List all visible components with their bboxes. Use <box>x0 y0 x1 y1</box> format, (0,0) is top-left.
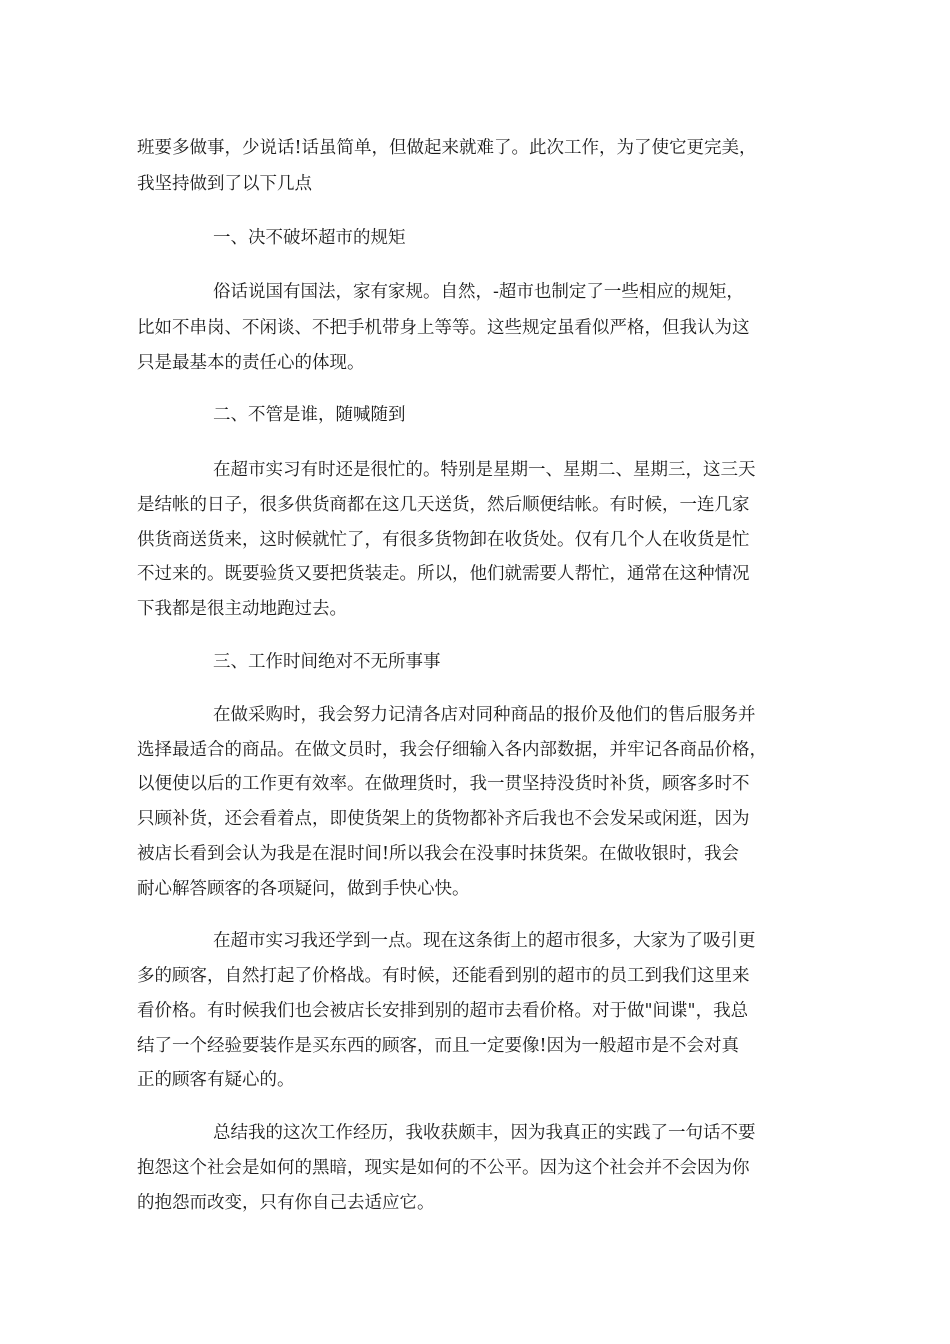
paragraph-2-line-2: 比如不串岗、不闲谈、不把手机带身上等等。这些规定虽看似严格，但我认为这 <box>137 318 750 338</box>
heading-1: 一、决不破坏超市的规矩 <box>213 228 406 248</box>
paragraph-5-line-2: 多的顾客，自然打起了价格战。有时候，还能看到别的超市的员工到我们这里来 <box>137 966 750 986</box>
paragraph-2-line-3: 只是最基本的责任心的体现。 <box>137 353 365 373</box>
heading-2: 二、不管是谁，随喊随到 <box>213 405 406 425</box>
paragraph-3-line-4: 不过来的。既要验货又要把货装走。所以，他们就需要人帮忙，通常在这种情况 <box>137 564 750 584</box>
paragraph-6-line-2: 抱怨这个社会是如何的黑暗，现实是如何的不公平。因为这个社会并不会因为你 <box>137 1158 750 1178</box>
paragraph-4-line-5: 被店长看到会认为我是在混时间!所以我会在没事时抹货架。在做收银时，我会 <box>137 844 740 864</box>
paragraph-3-line-2: 是结帐的日子，很多供货商都在这几天送货，然后顺便结帐。有时候，一连几家 <box>137 495 750 515</box>
paragraph-4-line-6: 耐心解答顾客的各项疑问，做到手快心快。 <box>137 879 470 899</box>
paragraph-1-line-1: 班要多做事，少说话!话虽简单，但做起来就难了。此次工作，为了使它更完美， <box>137 138 757 158</box>
paragraph-4-line-3: 以便使以后的工作更有效率。在做理货时，我一贯坚持没货时补货，顾客多时不 <box>137 774 750 794</box>
paragraph-4-line-1: 在做采购时，我会努力记清各店对同种商品的报价及他们的售后服务并 <box>213 705 756 725</box>
paragraph-2-line-1: 俗话说国有国法，家有家规。自然，-超市也制定了一些相应的规矩， <box>213 282 744 302</box>
paragraph-3-line-3: 供货商送货来，这时候就忙了，有很多货物卸在收货处。仅有几个人在收货是忙 <box>137 530 750 550</box>
heading-3: 三、工作时间绝对不无所事事 <box>213 652 441 672</box>
paragraph-5-line-5: 正的顾客有疑心的。 <box>137 1070 295 1090</box>
paragraph-4-line-2: 选择最适合的商品。在做文员时，我会仔细输入各内部数据，并牢记各商品价格， <box>137 740 767 760</box>
paragraph-6-line-1: 总结我的这次工作经历，我收获颇丰，因为我真正的实践了一句话不要 <box>213 1123 756 1143</box>
paragraph-1-line-2: 我坚持做到了以下几点 <box>137 174 312 194</box>
paragraph-4-line-4: 只顾补货，还会看着点，即使货架上的货物都补齐后我也不会发呆或闲逛，因为 <box>137 809 750 829</box>
paragraph-3-line-5: 下我都是很主动地跑过去。 <box>137 599 347 619</box>
paragraph-5-line-1: 在超市实习我还学到一点。现在这条街上的超市很多，大家为了吸引更 <box>213 931 756 951</box>
paragraph-6-line-3: 的抱怨而改变，只有你自己去适应它。 <box>137 1193 435 1213</box>
paragraph-5-line-3: 看价格。有时候我们也会被店长安排到别的超市去看价格。对于做"间谍"，我总 <box>137 1001 749 1021</box>
paragraph-5-line-4: 结了一个经验要装作是买东西的顾客，而且一定要像!因为一般超市是不会对真 <box>137 1036 740 1056</box>
paragraph-3-line-1: 在超市实习有时还是很忙的。特别是星期一、星期二、星期三，这三天 <box>213 460 756 480</box>
